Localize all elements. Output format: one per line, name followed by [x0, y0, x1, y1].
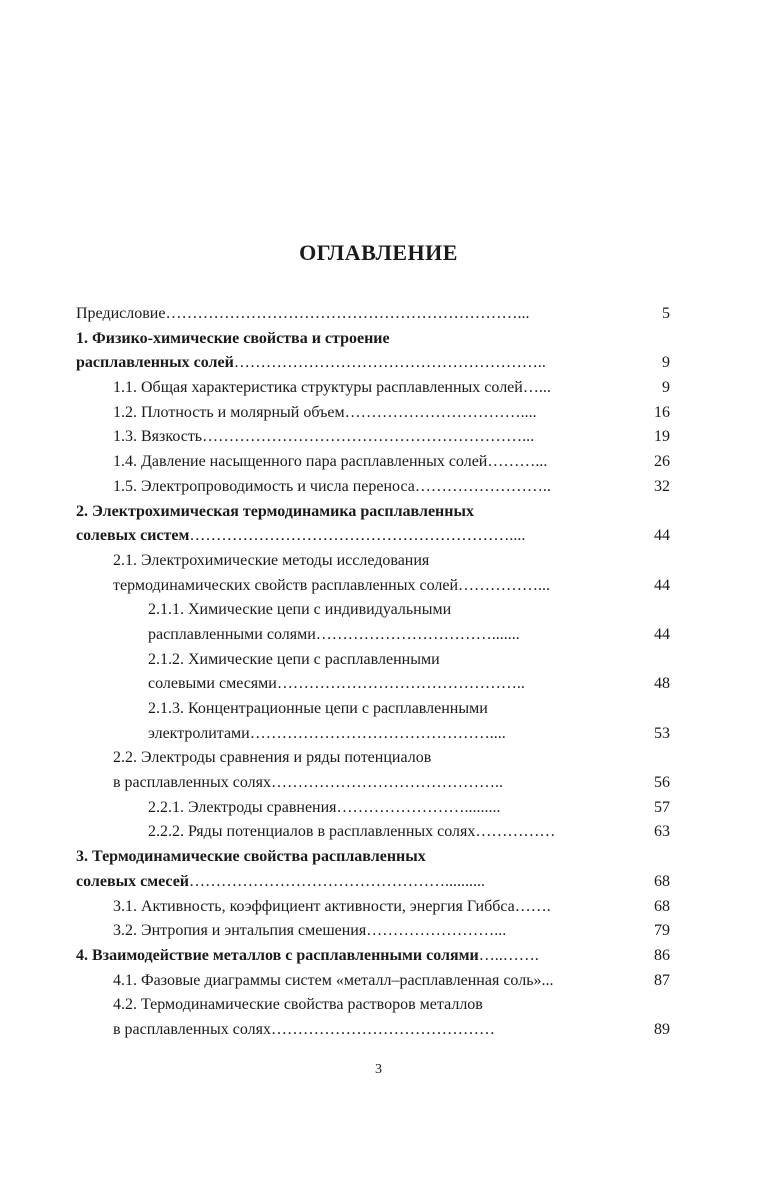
- toc-entry-line: [113, 993, 670, 1018]
- toc-entry-title: электролитами: [148, 724, 250, 742]
- toc-page-number: 68: [654, 872, 670, 890]
- toc-page-number: 53: [654, 724, 670, 742]
- toc-entry-line: [113, 895, 670, 920]
- toc-entry[interactable]: [76, 450, 670, 475]
- toc-page-number: 16: [654, 403, 670, 421]
- toc-entry-line: [148, 623, 670, 648]
- page-title: ОГЛАВЛЕНИЕ: [299, 240, 458, 265]
- toc-entry-title: 1.3. Вязкость: [113, 428, 203, 446]
- toc-entry-title: 4.1. Фазовые диаграммы систем «металл–расплавленная соль»: [113, 971, 542, 989]
- toc-leader-dots: ……………………..: [414, 477, 551, 495]
- toc-page-number: 32: [654, 477, 670, 495]
- toc-entry-title: 2.1.2. Химические цепи с расплавленными: [148, 650, 440, 668]
- toc-entry[interactable]: [76, 746, 670, 795]
- toc-leader-dots: ……………………………………………………....: [189, 527, 526, 545]
- toc-leader-dots: …………………….........: [336, 798, 501, 816]
- toc-entry[interactable]: [76, 919, 670, 944]
- toc-entry[interactable]: [76, 376, 670, 401]
- toc-entry-line: [148, 796, 670, 821]
- toc-page-number: 86: [654, 946, 670, 964]
- toc-page-number: 79: [654, 922, 670, 940]
- toc-entry-line: [148, 672, 670, 697]
- toc-entry-line: [148, 648, 670, 673]
- toc-entry[interactable]: [76, 327, 670, 376]
- toc-entry-line: [76, 524, 670, 549]
- toc-entry[interactable]: [76, 796, 670, 821]
- toc-entry-line: [148, 598, 670, 623]
- toc-page-number: 44: [654, 527, 670, 545]
- toc-entry[interactable]: [76, 845, 670, 894]
- toc-entry-title: 4. Взаимодействие металлов с расплавленными солями: [76, 946, 479, 964]
- toc-entry-title: 1.1. Общая характеристика структуры расплавленных солей: [113, 379, 523, 397]
- table-of-contents: [76, 302, 670, 1043]
- toc-leader-dots: …………………………….......: [315, 625, 520, 643]
- toc-page-number: 68: [654, 897, 670, 915]
- toc-entry-title: солевых смесей: [76, 872, 190, 890]
- toc-entry-line: [76, 870, 670, 895]
- toc-entry-title: 3.2. Энтропия и энтальпия смешения: [113, 922, 367, 940]
- toc-page-number: 57: [654, 798, 670, 816]
- toc-leader-dots: …………………………………………..........: [189, 872, 486, 890]
- toc-entry-line: [113, 919, 670, 944]
- toc-entry-line: [113, 1018, 670, 1043]
- toc-entry-title: 3. Термодинамические свойства расплавленных: [76, 848, 426, 866]
- toc-page-number: 44: [654, 576, 670, 594]
- toc-page-number: 5: [662, 305, 670, 322]
- toc-entry-title: 1.2. Плотность и молярный объем: [113, 403, 345, 421]
- toc-entry-line: [76, 351, 670, 376]
- toc-entry-title: 2.1. Электрохимические методы исследования: [113, 551, 430, 569]
- toc-entry[interactable]: [76, 425, 670, 450]
- toc-leader-dots: ……………………...: [366, 922, 507, 940]
- toc-entry-line: [113, 574, 670, 599]
- toc-entry-title: 2. Электрохимическая термодинамика расплавленных: [76, 502, 474, 520]
- toc-leader-dots: ………………………………………....: [249, 724, 506, 742]
- toc-entry-title: расплавленных солей: [76, 354, 234, 372]
- toc-entry-line: [76, 327, 670, 352]
- toc-leader-dots: ……………: [475, 823, 556, 841]
- toc-entry[interactable]: [76, 895, 670, 920]
- toc-page-number: 9: [662, 354, 670, 372]
- toc-entry-line: [148, 697, 670, 722]
- toc-entry-line: [113, 425, 670, 450]
- toc-page-number: 19: [654, 428, 670, 446]
- toc-entry[interactable]: [76, 820, 670, 845]
- toc-entry-line: [76, 944, 670, 969]
- toc-page-number: 87: [654, 971, 670, 989]
- toc-entry[interactable]: [76, 549, 670, 598]
- toc-entry-title: 3.1. Активность, коэффициент активности, энергия Гиббса: [113, 897, 515, 915]
- toc-entry-title: 2.1.3. Концентрационные цепи с расплавленными: [148, 700, 488, 717]
- toc-entry-line: [113, 475, 670, 500]
- toc-leader-dots: ……………………………………..: [270, 774, 503, 792]
- toc-entry-title: Предисловие: [76, 305, 166, 322]
- toc-leader-dots: ……………...: [458, 576, 551, 594]
- toc-leader-dots: ...: [541, 971, 554, 989]
- toc-entry-line: [113, 771, 670, 796]
- toc-entry[interactable]: [76, 598, 670, 647]
- toc-leader-dots: ………………………………………..: [276, 675, 525, 693]
- toc-entry[interactable]: [76, 697, 670, 746]
- toc-page-number: 44: [654, 625, 670, 643]
- toc-leader-dots: …...: [522, 379, 551, 397]
- toc-entry-title: термодинамических свойств расплавленных солей: [113, 576, 459, 594]
- toc-leader-dots: ………...: [487, 453, 548, 471]
- toc-entry-title: 1.4. Давление насыщенного пара расплавленных солей: [113, 453, 488, 471]
- toc-entry-line: [113, 376, 670, 401]
- toc-entry[interactable]: [76, 500, 670, 549]
- toc-entry-title: 1. Физико-химические свойства и строение: [76, 329, 390, 347]
- toc-entry-line: [76, 500, 670, 525]
- toc-entry-line: [113, 450, 670, 475]
- toc-leader-dots: ……………………………....: [344, 403, 537, 421]
- toc-entry-title: солевых систем: [76, 527, 190, 545]
- toc-entry-title: 2.2. Электроды сравнения и ряды потенциалов: [113, 749, 432, 767]
- toc-entry[interactable]: [76, 944, 670, 969]
- toc-entry-line: [148, 722, 670, 747]
- toc-entry-line: [113, 746, 670, 771]
- toc-entry-line: [113, 401, 670, 426]
- toc-entry-title: 2.2.1. Электроды сравнения: [148, 798, 337, 816]
- toc-page-number: 48: [654, 675, 670, 693]
- toc-leader-dots: …..…….: [478, 946, 539, 964]
- toc-entry-title: расплавленными солями: [148, 625, 316, 643]
- toc-entry-title: в расплавленных солях: [113, 1020, 271, 1038]
- toc-entry-title: солевыми смесями: [148, 675, 277, 693]
- toc-entry-title: в расплавленных солях: [113, 774, 271, 792]
- toc-page-number: 9: [662, 379, 670, 397]
- toc-entry[interactable]: [76, 648, 670, 697]
- toc-entry[interactable]: [76, 475, 670, 500]
- toc-page-number: 26: [654, 453, 670, 471]
- toc-entry[interactable]: [76, 401, 670, 426]
- toc-entry[interactable]: [76, 969, 670, 994]
- toc-entry-title: 2.2.2. Ряды потенциалов в расплавленных солях: [148, 823, 476, 841]
- toc-entry[interactable]: [76, 993, 670, 1042]
- toc-entry-line: [113, 549, 670, 574]
- toc-page-number: 63: [654, 823, 670, 841]
- toc-entry-line: [76, 845, 670, 870]
- toc-entry-line: [76, 302, 670, 327]
- toc-entry-line: [148, 820, 670, 845]
- toc-entry[interactable]: [76, 302, 670, 327]
- toc-entry-title: 1.5. Электропроводимость и числа переноса: [113, 477, 415, 495]
- toc-leader-dots: …………………………………………………..: [233, 354, 546, 372]
- toc-leader-dots: …………………………………………………………...: [165, 305, 530, 322]
- page-number: 3: [375, 1062, 382, 1077]
- toc-leader-dots: ……………………………………………………...: [202, 428, 535, 446]
- toc-page-number: 89: [654, 1020, 670, 1038]
- toc-entry-title: 2.1.1. Химические цепи с индивидуальными: [148, 601, 452, 619]
- toc-leader-dots: ……………………………………: [270, 1020, 495, 1038]
- toc-entry-title: 4.2. Термодинамические свойства растворов металлов: [113, 996, 483, 1014]
- toc-page-number: 56: [654, 774, 670, 792]
- toc-leader-dots: …….: [514, 897, 551, 915]
- toc-entry-line: [113, 969, 670, 994]
